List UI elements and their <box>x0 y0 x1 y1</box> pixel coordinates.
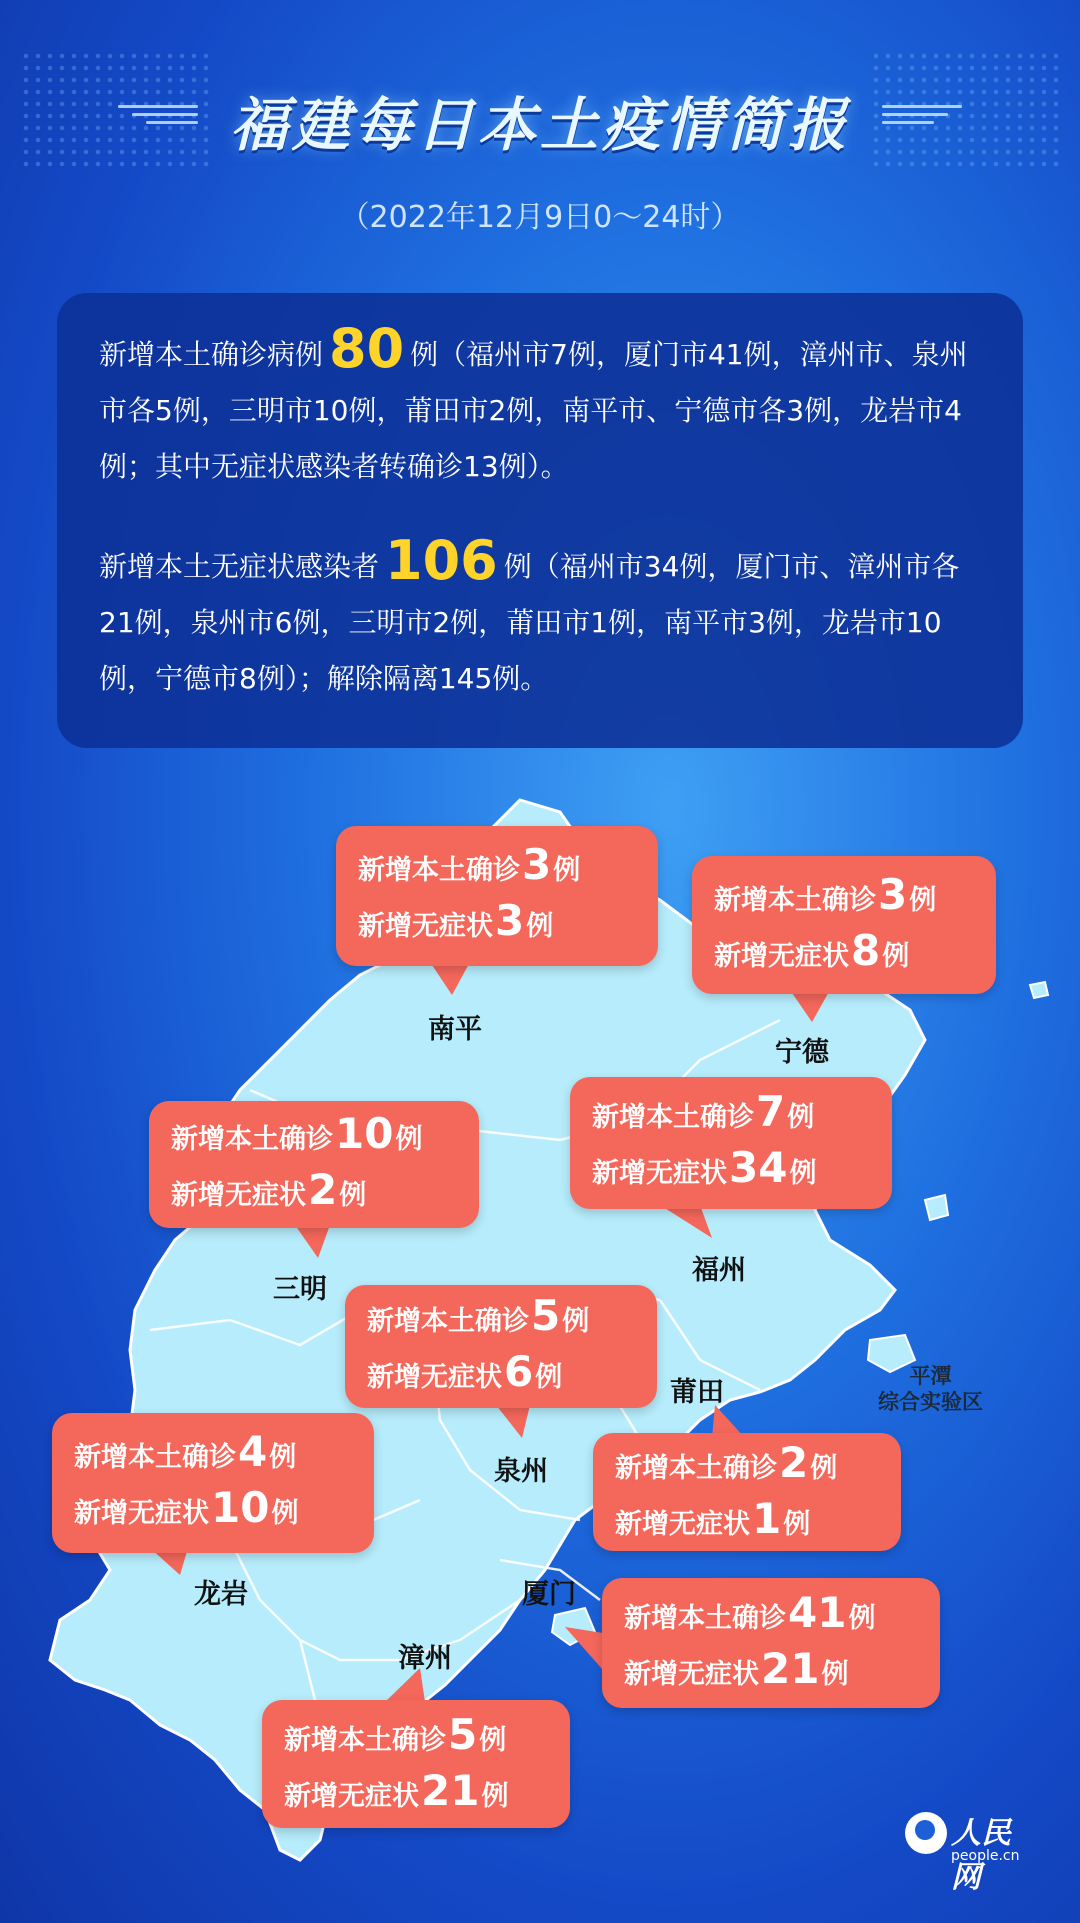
asymptomatic-prefix: 新增本土无症状感染者 <box>99 550 380 583</box>
brand-name-en: people.cn <box>951 1848 1020 1864</box>
city-label-nanping: 南平 <box>428 1014 482 1045</box>
bubble-longyan-confirmed: 新增本土确诊4例 <box>74 1427 297 1476</box>
nanping-confirmed-count: 3 <box>522 840 552 889</box>
bubble-zhangzhou-confirmed: 新增本土确诊5例 <box>284 1710 507 1759</box>
report-date: （2022年12月9日0～24时） <box>339 200 741 235</box>
xiamen-confirmed-count: 41 <box>788 1588 847 1637</box>
bubble-sanming-asymptomatic: 新增无症状2例 <box>171 1165 367 1214</box>
sanming-confirmed-count: 10 <box>335 1109 394 1158</box>
ningde-confirmed-count: 3 <box>878 870 908 919</box>
bubble-putian-asymptomatic: 新增无症状1例 <box>615 1494 811 1543</box>
city-label-quanzhou: 泉州 <box>494 1456 548 1487</box>
bubble-ningde <box>692 856 996 994</box>
asymptomatic-total: 106 <box>385 529 498 592</box>
bubble-zhangzhou-asymptomatic: 新增无症状21例 <box>284 1766 509 1815</box>
tail-zhangzhou <box>385 1668 425 1702</box>
bubble-quanzhou <box>345 1285 657 1408</box>
tail-xiamen <box>565 1627 603 1670</box>
fuzhou-confirmed-count: 7 <box>756 1087 786 1136</box>
tail-fuzhou <box>660 1205 712 1238</box>
bubble-putian <box>593 1433 901 1551</box>
zhangzhou-asymptomatic-count: 21 <box>421 1766 480 1815</box>
tail-sanming <box>295 1225 330 1258</box>
bubble-longyan <box>52 1413 374 1553</box>
confirmed-detail: 例（福州市7例，厦门市41例，漳州市、泉州市各5例，三明市10例，莆田市2例，南平市、宁德市各3例，龙岩市4例；其中无症状感染者转确诊13例）。 <box>99 338 968 483</box>
bubble-zhangzhou <box>262 1700 570 1828</box>
bubble-quanzhou-asymptomatic: 新增无症状6例 <box>367 1347 563 1396</box>
confirmed-prefix: 新增本土确诊病例 <box>99 338 324 371</box>
asymptomatic-detail: 例（福州市34例，厦门市、漳州市各21例，泉州市6例，三明市2例，莆田市1例，南平市3例，龙岩市10例，宁德市8例）；解除隔离145例。 <box>99 550 960 695</box>
bubble-fuzhou <box>570 1077 892 1209</box>
nanping-asymptomatic-count: 3 <box>495 896 525 945</box>
people-cn-logo <box>905 1808 1035 1895</box>
city-label-zhangzhou: 漳州 <box>398 1643 452 1674</box>
bubble-quanzhou-confirmed: 新增本土确诊5例 <box>367 1291 590 1340</box>
bubble-fuzhou-asymptomatic: 新增无症状34例 <box>592 1143 817 1192</box>
quanzhou-asymptomatic-count: 6 <box>504 1347 534 1396</box>
putian-asymptomatic-count: 1 <box>752 1494 782 1543</box>
bubble-xiamen <box>602 1578 940 1708</box>
bubble-sanming-confirmed: 新增本土确诊10例 <box>171 1109 423 1158</box>
xiamen-asymptomatic-count: 21 <box>761 1644 820 1693</box>
confirmed-total: 80 <box>329 317 405 380</box>
bubble-ningde-confirmed: 新增本土确诊3例 <box>714 870 937 919</box>
pingtan-line1: 平潭 <box>909 1364 952 1388</box>
bubble-xiamen-asymptomatic: 新增无症状21例 <box>624 1644 849 1693</box>
quanzhou-confirmed-count: 5 <box>531 1291 561 1340</box>
bubble-nanping <box>336 826 658 966</box>
ningde-asymptomatic-count: 8 <box>851 926 881 975</box>
bubble-sanming <box>149 1101 479 1228</box>
putian-confirmed-count: 2 <box>779 1438 809 1487</box>
bubble-fuzhou-confirmed: 新增本土确诊7例 <box>592 1087 815 1136</box>
city-label-longyan: 龙岩 <box>194 1579 248 1610</box>
page-title: 福建每日本土疫情简报 <box>229 91 850 159</box>
sanming-asymptomatic-count: 2 <box>308 1165 338 1214</box>
bubble-putian-confirmed: 新增本土确诊2例 <box>615 1438 838 1487</box>
pingtan-line2: 综合实验区 <box>878 1390 983 1414</box>
zhangzhou-confirmed-count: 5 <box>448 1710 478 1759</box>
tail-nanping <box>430 962 470 995</box>
longyan-confirmed-count: 4 <box>238 1427 268 1476</box>
city-label-putian: 莆田 <box>670 1377 724 1408</box>
bubble-ningde-asymptomatic: 新增无症状8例 <box>714 926 910 975</box>
fuzhou-asymptomatic-count: 34 <box>729 1143 788 1192</box>
tail-ningde <box>790 990 830 1022</box>
bubble-xiamen-confirmed: 新增本土确诊41例 <box>624 1588 876 1637</box>
city-label-xiamen: 厦门 <box>522 1579 576 1610</box>
people-logo-icon <box>905 1812 947 1854</box>
bubble-longyan-asymptomatic: 新增无症状10例 <box>74 1483 299 1532</box>
city-label-sanming: 三明 <box>273 1274 327 1305</box>
bubble-nanping-confirmed: 新增本土确诊3例 <box>358 840 581 889</box>
tail-quanzhou <box>496 1405 530 1438</box>
brand-name-cn: 人民网 <box>951 1816 1011 1895</box>
longyan-asymptomatic-count: 10 <box>211 1483 270 1532</box>
city-label-ningde: 宁德 <box>775 1037 829 1068</box>
city-label-fuzhou: 福州 <box>692 1255 746 1286</box>
bubble-nanping-asymptomatic: 新增无症状3例 <box>358 896 554 945</box>
